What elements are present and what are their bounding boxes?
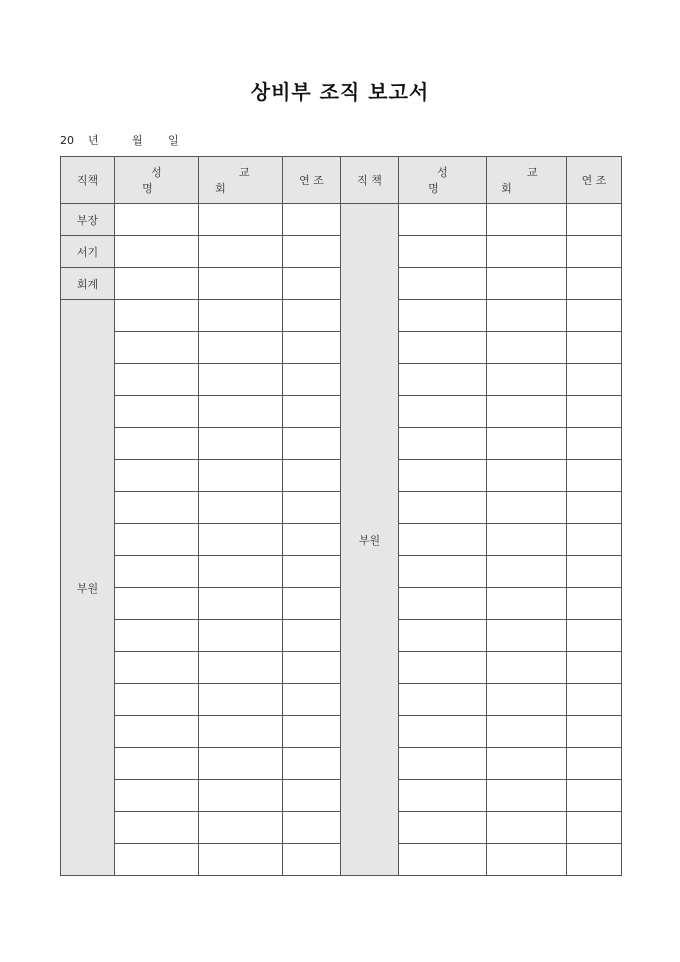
name-cell[interactable] bbox=[399, 332, 487, 364]
church-cell[interactable] bbox=[199, 716, 283, 748]
years-cell[interactable] bbox=[283, 364, 341, 396]
role-buwon-right: 부원 bbox=[341, 204, 399, 876]
church-cell[interactable] bbox=[487, 332, 567, 364]
header-church: 교 회 bbox=[199, 157, 283, 204]
church-cell[interactable] bbox=[199, 748, 283, 780]
name-cell[interactable] bbox=[399, 684, 487, 716]
name-cell[interactable] bbox=[115, 556, 199, 588]
church-cell[interactable] bbox=[199, 396, 283, 428]
church-cell[interactable] bbox=[199, 652, 283, 684]
church-cell[interactable] bbox=[199, 556, 283, 588]
header-position-2: 직 책 bbox=[341, 157, 399, 204]
date-line bbox=[60, 132, 179, 148]
years-cell[interactable] bbox=[567, 364, 622, 396]
name-cell[interactable] bbox=[115, 780, 199, 812]
years-cell[interactable] bbox=[567, 620, 622, 652]
church-cell[interactable] bbox=[487, 716, 567, 748]
church-cell[interactable] bbox=[487, 780, 567, 812]
church-cell[interactable] bbox=[199, 460, 283, 492]
church-cell[interactable] bbox=[199, 588, 283, 620]
church-cell[interactable] bbox=[199, 332, 283, 364]
name-cell[interactable] bbox=[115, 620, 199, 652]
header-name: 성 명 bbox=[115, 157, 199, 204]
church-cell[interactable] bbox=[199, 364, 283, 396]
years-cell[interactable] bbox=[567, 396, 622, 428]
name-cell[interactable] bbox=[399, 812, 487, 844]
name-cell[interactable] bbox=[399, 780, 487, 812]
years-cell[interactable] bbox=[567, 204, 622, 236]
church-cell[interactable] bbox=[487, 364, 567, 396]
years-cell[interactable] bbox=[283, 204, 341, 236]
church-cell[interactable] bbox=[199, 780, 283, 812]
name-cell[interactable] bbox=[115, 364, 199, 396]
years-cell[interactable] bbox=[283, 300, 341, 332]
name-cell[interactable] bbox=[115, 332, 199, 364]
church-cell[interactable] bbox=[487, 748, 567, 780]
years-cell[interactable] bbox=[283, 556, 341, 588]
church-cell[interactable] bbox=[487, 204, 567, 236]
name-cell[interactable] bbox=[399, 236, 487, 268]
years-cell[interactable] bbox=[283, 748, 341, 780]
date-year-unit: 년 bbox=[88, 134, 99, 147]
church-cell[interactable] bbox=[199, 236, 283, 268]
years-cell[interactable] bbox=[567, 748, 622, 780]
name-cell[interactable] bbox=[115, 396, 199, 428]
church-cell[interactable] bbox=[487, 588, 567, 620]
name-cell[interactable] bbox=[399, 364, 487, 396]
years-cell[interactable] bbox=[283, 236, 341, 268]
name-cell[interactable] bbox=[115, 588, 199, 620]
years-cell[interactable] bbox=[567, 268, 622, 300]
name-cell[interactable] bbox=[399, 716, 487, 748]
name-cell[interactable] bbox=[399, 556, 487, 588]
years-cell[interactable] bbox=[567, 716, 622, 748]
name-cell[interactable] bbox=[115, 460, 199, 492]
name-cell[interactable] bbox=[399, 492, 487, 524]
church-cell[interactable] bbox=[199, 684, 283, 716]
name-cell[interactable] bbox=[115, 492, 199, 524]
role-hoegye: 회계 bbox=[61, 268, 115, 300]
years-cell[interactable] bbox=[567, 844, 622, 876]
years-cell[interactable] bbox=[283, 268, 341, 300]
church-cell[interactable] bbox=[487, 812, 567, 844]
name-cell[interactable] bbox=[115, 652, 199, 684]
name-cell[interactable] bbox=[115, 844, 199, 876]
table-row bbox=[61, 204, 622, 236]
church-cell[interactable] bbox=[199, 492, 283, 524]
years-cell[interactable] bbox=[283, 332, 341, 364]
church-cell[interactable] bbox=[199, 620, 283, 652]
page-title: 상비부 조직 보고서 bbox=[250, 80, 430, 104]
years-cell[interactable] bbox=[283, 684, 341, 716]
years-cell[interactable] bbox=[567, 460, 622, 492]
years-cell[interactable] bbox=[567, 684, 622, 716]
church-cell[interactable] bbox=[487, 460, 567, 492]
church-cell[interactable] bbox=[487, 844, 567, 876]
church-cell[interactable] bbox=[487, 268, 567, 300]
years-cell[interactable] bbox=[283, 812, 341, 844]
church-cell[interactable] bbox=[487, 524, 567, 556]
header-church-2: 교 회 bbox=[487, 157, 567, 204]
name-cell[interactable] bbox=[115, 812, 199, 844]
church-cell[interactable] bbox=[199, 300, 283, 332]
years-cell[interactable] bbox=[283, 460, 341, 492]
church-cell[interactable] bbox=[199, 844, 283, 876]
date-day-unit: 일 bbox=[168, 134, 179, 147]
church-cell[interactable] bbox=[487, 396, 567, 428]
years-cell[interactable] bbox=[283, 780, 341, 812]
church-cell[interactable] bbox=[199, 812, 283, 844]
years-cell[interactable] bbox=[567, 812, 622, 844]
years-cell[interactable] bbox=[567, 236, 622, 268]
church-cell[interactable] bbox=[487, 428, 567, 460]
years-cell[interactable] bbox=[283, 844, 341, 876]
header-years-2: 연 조 bbox=[567, 157, 622, 204]
name-cell[interactable] bbox=[399, 204, 487, 236]
years-cell[interactable] bbox=[283, 428, 341, 460]
name-cell[interactable] bbox=[115, 716, 199, 748]
name-cell[interactable] bbox=[115, 748, 199, 780]
years-cell[interactable] bbox=[283, 524, 341, 556]
date-year: 20 bbox=[60, 134, 74, 147]
name-cell[interactable] bbox=[399, 428, 487, 460]
date-month-unit: 월 bbox=[132, 134, 143, 147]
church-cell[interactable] bbox=[487, 652, 567, 684]
years-cell[interactable] bbox=[567, 332, 622, 364]
role-seogi: 서기 bbox=[61, 236, 115, 268]
name-cell[interactable] bbox=[399, 524, 487, 556]
role-buwon-left: 부원 bbox=[61, 300, 115, 876]
header-position: 직책 bbox=[61, 157, 115, 204]
church-cell[interactable] bbox=[487, 300, 567, 332]
name-cell[interactable] bbox=[115, 684, 199, 716]
years-cell[interactable] bbox=[567, 556, 622, 588]
church-cell[interactable] bbox=[199, 268, 283, 300]
years-cell[interactable] bbox=[283, 716, 341, 748]
name-cell[interactable] bbox=[399, 652, 487, 684]
name-cell[interactable] bbox=[399, 748, 487, 780]
name-cell[interactable] bbox=[399, 396, 487, 428]
name-cell[interactable] bbox=[399, 620, 487, 652]
name-cell[interactable] bbox=[399, 588, 487, 620]
name-cell[interactable] bbox=[399, 844, 487, 876]
church-cell[interactable] bbox=[487, 236, 567, 268]
years-cell[interactable] bbox=[283, 492, 341, 524]
name-cell[interactable] bbox=[115, 236, 199, 268]
years-cell[interactable] bbox=[283, 652, 341, 684]
name-cell[interactable] bbox=[115, 268, 199, 300]
church-cell[interactable] bbox=[199, 428, 283, 460]
years-cell[interactable] bbox=[283, 588, 341, 620]
name-cell[interactable] bbox=[399, 268, 487, 300]
years-cell[interactable] bbox=[283, 396, 341, 428]
years-cell[interactable] bbox=[567, 652, 622, 684]
name-cell[interactable] bbox=[115, 524, 199, 556]
church-cell[interactable] bbox=[487, 556, 567, 588]
name-cell[interactable] bbox=[115, 428, 199, 460]
organization-table bbox=[60, 156, 622, 876]
church-cell[interactable] bbox=[487, 684, 567, 716]
years-cell[interactable] bbox=[567, 428, 622, 460]
years-cell[interactable] bbox=[567, 524, 622, 556]
name-cell[interactable] bbox=[115, 204, 199, 236]
name-cell[interactable] bbox=[115, 300, 199, 332]
years-cell[interactable] bbox=[567, 300, 622, 332]
name-cell[interactable] bbox=[399, 460, 487, 492]
church-cell[interactable] bbox=[487, 620, 567, 652]
church-cell[interactable] bbox=[487, 492, 567, 524]
header-years: 연 조 bbox=[283, 157, 341, 204]
church-cell[interactable] bbox=[199, 524, 283, 556]
name-cell[interactable] bbox=[399, 300, 487, 332]
years-cell[interactable] bbox=[567, 492, 622, 524]
years-cell[interactable] bbox=[567, 780, 622, 812]
role-bujang: 부장 bbox=[61, 204, 115, 236]
years-cell[interactable] bbox=[567, 588, 622, 620]
years-cell[interactable] bbox=[283, 620, 341, 652]
church-cell[interactable] bbox=[199, 204, 283, 236]
header-row bbox=[61, 157, 622, 204]
header-name-2: 성 명 bbox=[399, 157, 487, 204]
